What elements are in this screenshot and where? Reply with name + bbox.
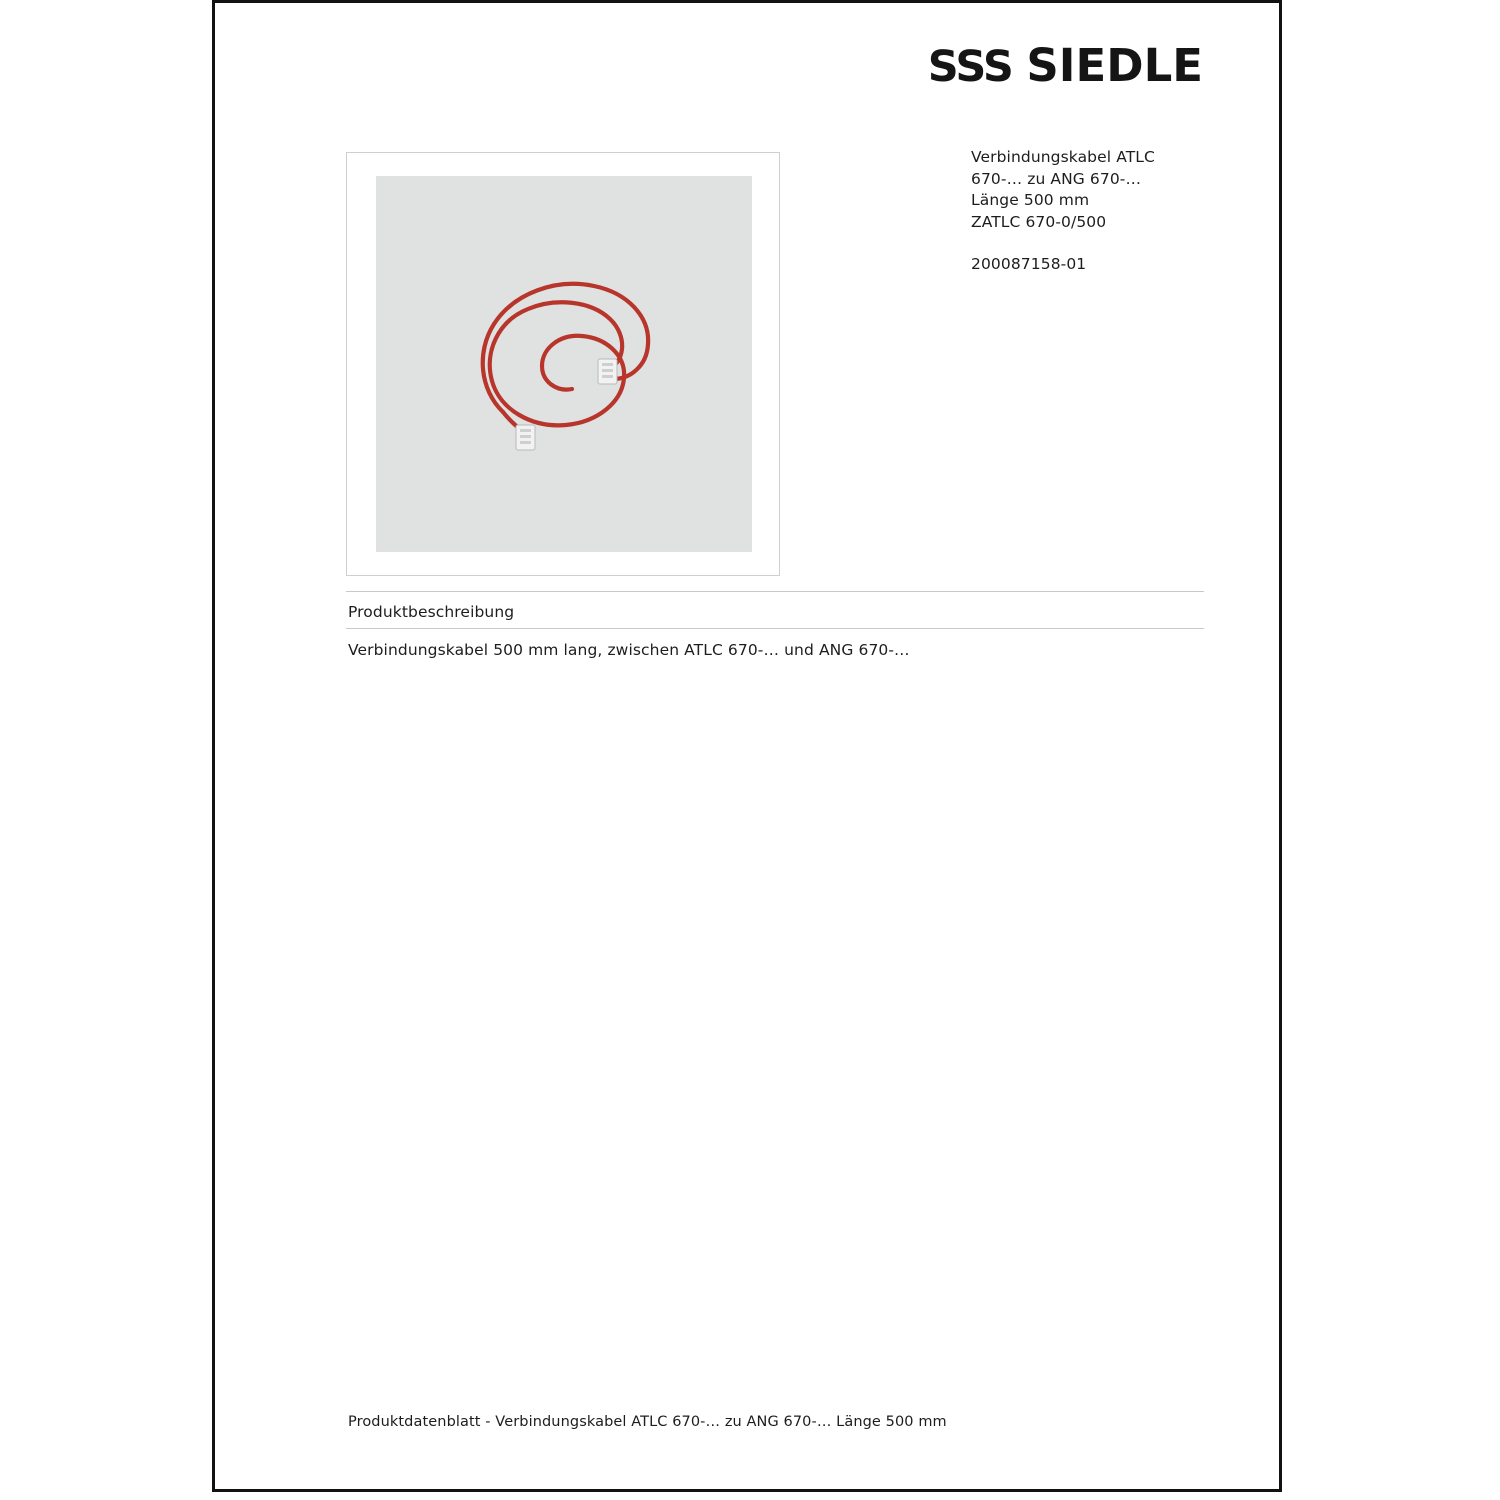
section-body-text: Verbindungskabel 500 mm lang, zwischen ATLC 670-… und ANG 670-… [348, 641, 910, 659]
product-header [971, 147, 1203, 276]
cable-connector-left [516, 425, 535, 450]
product-image-frame [346, 152, 780, 576]
product-image [376, 176, 752, 552]
section-title-produktbeschreibung: Produktbeschreibung [348, 603, 515, 621]
cable-connector-right [598, 359, 617, 384]
product-title-line-2: 670-… zu ANG 670-… [971, 169, 1142, 188]
logo-wordmark-siedle: SIEDLE [1026, 39, 1203, 92]
product-title-line-3: Länge 500 mm [971, 191, 1090, 209]
product-code: ZATLC 670-0/500 [971, 212, 1107, 231]
section-divider-top [346, 591, 1204, 592]
page-footer: Produktdatenblatt - Verbindungskabel ATLC 670-… zu ANG 670-… Länge 500 mm [348, 1414, 947, 1430]
siedle-logo [927, 39, 1203, 92]
article-number: 200087158-01 [971, 255, 1087, 273]
section-divider-bottom [346, 628, 1204, 629]
document-page [212, 0, 1282, 1492]
logo-mark-sss: SSS [927, 42, 1013, 92]
connection-cable-illustration [376, 176, 752, 552]
product-title-line-1: Verbindungskabel ATLC [971, 148, 1155, 166]
